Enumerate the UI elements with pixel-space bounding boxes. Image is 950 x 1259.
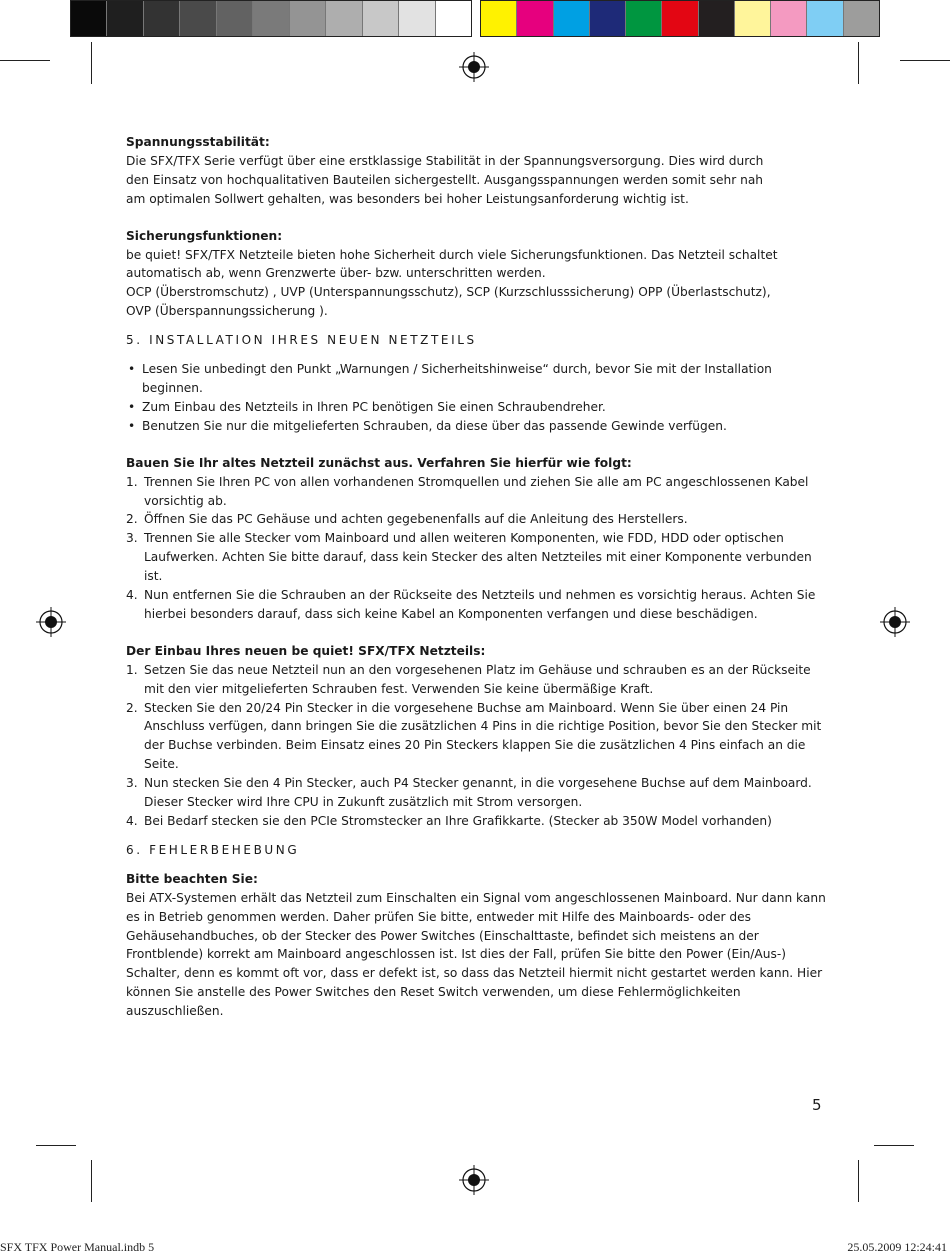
gray-swatch xyxy=(217,1,253,36)
gray-swatch xyxy=(399,1,435,36)
gray-swatch xyxy=(71,1,107,36)
footer-timestamp: 25.05.2009 12:24:41 xyxy=(847,1240,947,1254)
step-number: 4. xyxy=(126,814,138,828)
gray-swatch xyxy=(326,1,362,36)
crop-mark xyxy=(874,1145,914,1146)
voltage-stability-line: am optimalen Sollwert gehalten, was besonders bei hoher Leistungsanforderung wichtig ist. xyxy=(126,191,689,206)
color-swatch xyxy=(771,1,807,36)
registration-mark-icon xyxy=(459,52,489,82)
gray-swatch xyxy=(107,1,143,36)
protection-functions-line: automatisch ab, wenn Grenzwerte über- bzw. unterschritten werden. xyxy=(126,266,546,281)
protection-functions-line: OVP (Überspannungssicherung ). xyxy=(126,304,328,319)
page-number: 5 xyxy=(812,1096,822,1114)
remove-steps-list xyxy=(126,473,826,624)
crop-mark xyxy=(858,1160,859,1202)
troubleshooting-heading: Bitte beachten Sie: xyxy=(126,871,258,886)
gray-swatch xyxy=(144,1,180,36)
step-number: 1. xyxy=(126,474,138,489)
crop-mark xyxy=(36,1145,76,1146)
step-text: Nun stecken Sie den 4 Pin Stecker, auch P4 Stecker genannt, in die vorgesehene Buchse auf dem Mainboard. Dieser Stecker wird Ihre CPU in Zukunft zusätzlich mit Strom versorgen. xyxy=(144,776,812,810)
color-swatch xyxy=(662,1,698,36)
color-swatch xyxy=(481,1,517,36)
step-text: Nun entfernen Sie die Schrauben an der Rückseite des Netzteils und nehmen es vorsichtig heraus. Achten Sie hierbei besonders darauf, dass sich keine Kabel an Komponenten verfangen und diese beschädigen. xyxy=(144,588,816,621)
crop-mark xyxy=(91,42,92,84)
crop-mark xyxy=(0,60,50,61)
list-item xyxy=(126,699,826,775)
step-number: 2. xyxy=(126,700,138,715)
footer-file-name: SFX TFX Power Manual.indb 5 xyxy=(0,1240,155,1254)
color-swatch xyxy=(735,1,771,36)
list-item xyxy=(126,812,826,831)
color-swatch xyxy=(807,1,843,36)
section-6-title: 6. FEHLERBEHEBUNG xyxy=(126,842,300,857)
list-item xyxy=(126,510,826,529)
gray-swatch xyxy=(436,1,471,36)
list-item xyxy=(126,774,826,812)
troubleshooting-text: Bei ATX-Systemen erhält das Netzteil zum Einschalten ein Signal vom angeschlossenen Mainboard. Nur dann kann es in Betrieb genommen werden. Daher prüfen Sie bitte, entweder mit Hilfe des Mainboards- oder des Gehäusehandbuches, ob der Stecker des Power Switches (Einschalttaste, befindet sich meistens an der Frontblende) korrekt am Mainboard angeschlossen ist. Ist dies der Fall, prüfen Sie bitte den Power (Ein/Aus-) Schalter, denn es kommt oft vor, dass er defekt ist, so dass das Netzteil hiermit nicht gestartet werden kann. Hier können Sie anstelle des Power Switches den Reset Switch verwenden, um diese Fehlermöglichkeiten auszuschließen. xyxy=(126,890,826,1019)
step-number: 4. xyxy=(126,588,138,603)
registration-mark-icon xyxy=(459,1165,489,1195)
color-swatch xyxy=(517,1,553,36)
list-item xyxy=(126,529,826,586)
list-item: • Lesen Sie unbedingt den Punkt „Warnungen / Sicherheitshinweise“ durch, bevor Sie mit der Installation beginnen. xyxy=(126,360,826,398)
process-color-bar xyxy=(480,0,880,37)
list-item xyxy=(126,586,826,624)
gray-swatch xyxy=(180,1,216,36)
grayscale-color-bar xyxy=(70,0,472,37)
install-steps-list xyxy=(126,661,826,831)
crop-mark xyxy=(858,42,859,84)
voltage-stability-heading: Spannungsstabilität: xyxy=(126,135,270,149)
step-text: Setzen Sie das neue Netzteil nun an den vorgesehenen Platz im Gehäuse und schrauben es an der Rückseite mit den vier mitgelieferten Schrauben fest. Verwenden Sie keine übermäßige Kraft. xyxy=(144,662,811,696)
voltage-stability-line: den Einsatz von hochqualitativen Bauteilen sichergestellt. Ausgangsspannungen werden somit sehr nah xyxy=(126,172,764,187)
registration-mark-icon xyxy=(36,607,66,637)
protection-functions-heading: Sicherungsfunktionen: xyxy=(126,228,283,243)
section-5-title: 5. INSTALLATION IHRES NEUEN NETZTEILS xyxy=(126,333,477,348)
gray-swatch xyxy=(253,1,289,36)
gray-swatch xyxy=(290,1,326,36)
manual-page-content xyxy=(126,133,826,1021)
crop-mark xyxy=(900,60,950,61)
gray-swatch xyxy=(363,1,399,36)
protection-functions-line: be quiet! SFX/TFX Netzteile bieten hohe Sicherheit durch viele Sicherungsfunktionen. Das Netzteil schaltet xyxy=(126,247,778,262)
crop-mark xyxy=(91,1160,92,1202)
step-text: Trennen Sie alle Stecker vom Mainboard und allen weiteren Komponenten, wie FDD, HDD oder optischen Laufwerken. Achten Sie bitte darauf, dass kein Stecker des alten Netzteiles mit einer Komponente verbunden ist. xyxy=(144,531,812,584)
installation-bullet-list xyxy=(126,360,826,436)
list-item: • Zum Einbau des Netzteils in Ihren PC benötigen Sie einen Schraubendreher. xyxy=(126,398,826,417)
list-item: • Benutzen Sie nur die mitgelieferten Schrauben, da diese über das passende Gewinde verfügen. xyxy=(126,417,826,436)
step-text: Bei Bedarf stecken sie den PCIe Stromstecker an Ihre Grafikkarte. (Stecker ab 350W Model vorhanden) xyxy=(144,814,772,828)
color-swatch xyxy=(626,1,662,36)
install-new-psu-heading: Der Einbau Ihres neuen be quiet! SFX/TFX Netzteils: xyxy=(126,643,486,658)
step-number: 3. xyxy=(126,531,138,546)
step-text: Trennen Sie Ihren PC von allen vorhandenen Stromquellen und ziehen Sie alle am PC angeschlossenen Kabel vorsichtig ab. xyxy=(144,474,809,508)
color-swatch xyxy=(590,1,626,36)
protection-functions-line: OCP (Überstromschutz) , UVP (Unterspannungsschutz), SCP (Kurzschlusssicherung) OPP (Überlastschutz), xyxy=(126,285,771,300)
list-item xyxy=(126,661,826,699)
step-number: 1. xyxy=(126,662,138,677)
color-swatch xyxy=(844,1,879,36)
list-item xyxy=(126,473,826,511)
remove-old-psu-heading: Bauen Sie Ihr altes Netzteil zunächst aus. Verfahren Sie hierfür wie folgt: xyxy=(126,455,632,470)
step-text: Stecken Sie den 20/24 Pin Stecker in die vorgesehene Buchse am Mainboard. Wenn Sie über einen 24 Pin Anschluss verfügen, dann bringen Sie die zusätzlichen 4 Pins in die richtige Position, bevor Sie den Stecker mit der Buchse verbinden. Beim Einsatz eines 20 Pin Steckers klappen Sie die zusätzlichen 4 Pins einfach an die Seite. xyxy=(144,700,822,772)
voltage-stability-line: Die SFX/TFX Serie verfügt über eine erstklassige Stabilität in der Spannungsversorgung. Dies wird durch xyxy=(126,153,764,168)
registration-mark-icon xyxy=(880,607,910,637)
step-text: Öffnen Sie das PC Gehäuse und achten gegebenenfalls auf die Anleitung des Herstellers. xyxy=(144,512,688,527)
step-number: 3. xyxy=(126,776,138,791)
step-number: 2. xyxy=(126,512,138,527)
color-swatch xyxy=(554,1,590,36)
color-swatch xyxy=(699,1,735,36)
